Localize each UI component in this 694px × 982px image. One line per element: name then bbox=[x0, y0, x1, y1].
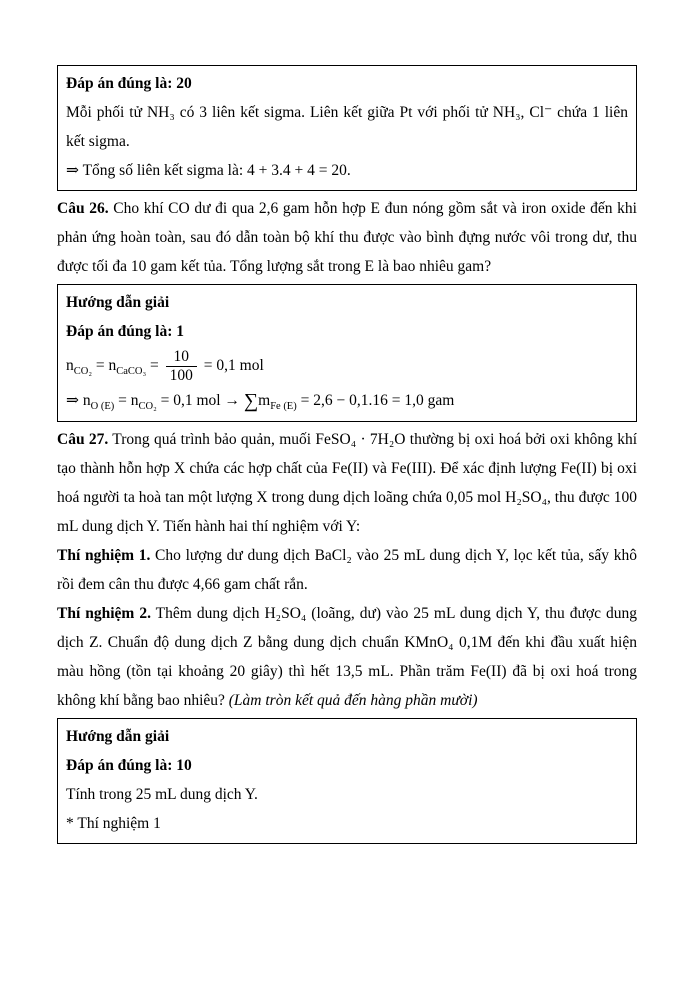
var-n: n bbox=[66, 357, 74, 374]
question-27-text: Trong quá trình bảo quản, muối FeSO₄ · 7H₂O thường bị oxi hoá bởi oxi không khí tạo thành hỗn hợp X chứa các hợp chất của Fe(II) và Fe(III). Để xác định lượng Fe(II) bị oxi hoá người ta hoà tan một lượng X trong dung dịch loãng chứa 0,05 mol H₂SO₄, thu được 100 mL dung dịch Y. Tiến hành hai thí nghiệm với Y: bbox=[57, 431, 637, 535]
sub-caco3: CaCO₃ bbox=[116, 366, 147, 378]
fraction-numerator: 10 bbox=[166, 348, 197, 367]
formula-mol-co2 bbox=[66, 346, 628, 386]
rounding-note: (Làm tròn kết quả đến hàng phần mười) bbox=[228, 692, 478, 709]
sub-fe-e: Fe (E) bbox=[270, 401, 297, 413]
question-26-text: Cho khí CO dư đi qua 2,6 gam hỗn hợp E đun nóng gồm sắt và iron oxide đến khi phản ứng hoàn toàn, sau đó dẫn toàn bộ khí thu được vào bình đựng nước vôi trong dư, thu được tối đa 10 gam kết tủa. Tổng lượng sắt trong E là bao nhiêu gam? bbox=[57, 200, 637, 275]
implies-var-n: ⇒ n bbox=[66, 392, 91, 409]
experiment-1-ref-line: * Thí nghiệm 1 bbox=[66, 815, 161, 832]
conclusion-line: ⇒ Tổng số liên kết sigma là: 4 + 3.4 + 4 = 20. bbox=[66, 162, 351, 179]
solution-heading: Hướng dẫn giải bbox=[66, 294, 170, 311]
sub-co2: CO₂ bbox=[73, 366, 92, 378]
calc-scope-line: Tính trong 25 mL dung dịch Y. bbox=[66, 786, 258, 803]
solution-box-q25 bbox=[57, 65, 637, 191]
experiment-2-paragraph bbox=[57, 599, 637, 715]
question-27-label: Câu 27. bbox=[57, 431, 109, 448]
equals-sign: = bbox=[146, 357, 163, 374]
solution-heading: Hướng dẫn giải bbox=[66, 728, 170, 745]
sub-co2: CO₂ bbox=[138, 401, 157, 413]
equals-n: = n bbox=[114, 392, 139, 409]
fraction-denominator: 100 bbox=[169, 366, 193, 384]
experiment-2-text: Thêm dung dịch H₂SO₄ (loãng, dư) vào 25 mL dung dịch Y, thu được dung dịch Z. Chuẩn độ dung dịch Z bằng dung dịch chuẩn KMnO₄ 0,1M đến khi đầu xuất hiện màu hồng (tồn tại khoảng 20 giây) thì hết 13,5 mL. Phần trăm Fe(II) đã bị oxi hoá trong không khí bằng bao nhiêu? bbox=[57, 605, 637, 709]
sum-icon: ∑ bbox=[243, 390, 259, 412]
fraction bbox=[166, 348, 197, 385]
answer-line: Đáp án đúng là: 1 bbox=[66, 323, 185, 340]
answer-line: Đáp án đúng là: 10 bbox=[66, 757, 192, 774]
experiment-1-paragraph bbox=[57, 541, 637, 599]
question-26-label: Câu 26. bbox=[57, 200, 109, 217]
solution-box-q27 bbox=[57, 718, 637, 844]
solution-box-q26 bbox=[57, 284, 637, 422]
equals-n: = n bbox=[92, 357, 117, 374]
question-27 bbox=[57, 425, 637, 541]
experiment-1-label: Thí nghiệm 1. bbox=[57, 547, 151, 564]
explanation-paragraph: Mỗi phối tử NH₃ có 3 liên kết sigma. Liên kết giữa Pt với phối tử NH₃, Cl⁻ chứa 1 liên kết sigma. bbox=[66, 104, 628, 150]
mol-arrow: = 0,1 mol → bbox=[156, 392, 244, 409]
formula-result: = 0,1 mol bbox=[199, 357, 264, 374]
sub-o-e: O (E) bbox=[90, 401, 115, 413]
var-m: m bbox=[258, 392, 271, 409]
formula-mass-fe bbox=[66, 386, 628, 416]
experiment-2-label: Thí nghiệm 2. bbox=[57, 605, 151, 622]
answer-line: Đáp án đúng là: 20 bbox=[66, 75, 192, 92]
formula-result: = 2,6 − 0,1.16 = 1,0 gam bbox=[296, 392, 455, 409]
question-26 bbox=[57, 194, 637, 281]
experiment-1-text: Cho lượng dư dung dịch BaCl₂ vào 25 mL dung dịch Y, lọc kết tủa, sấy khô rồi đem cân thu được 4,66 gam chất rắn. bbox=[57, 547, 637, 593]
